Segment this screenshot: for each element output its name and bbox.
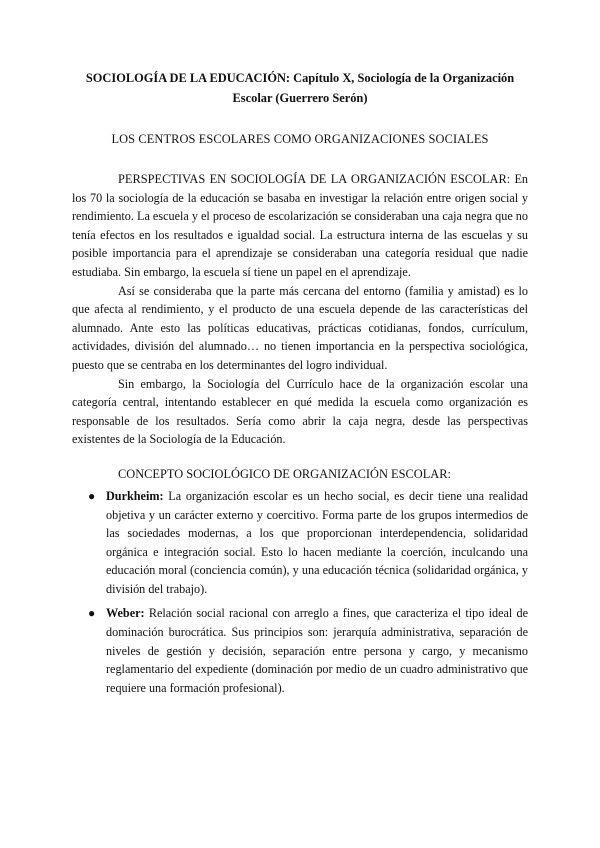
concept-list — [72, 487, 528, 698]
list-item-text — [106, 604, 528, 697]
perspectives-paragraph-1-text: En los 70 la sociología de la educación se basaba en investigar la relación entre origen social y rendimiento. La escuela y el proceso de escolarización se consideraban una caja negra que no tenía efectos en los resultados e igualdad social. La estructura interna de las escuelas y su posible importancia para el aprendizaje se consideraban una categoría residual que nadie estudiaba. Sin embargo, la escuela sí tiene un papel en el aprendizaje. — [72, 172, 529, 279]
perspectives-paragraph-3: Sin embargo, la Sociología del Currículo hace de la organización escolar una categoría central, intentando establecer en qué medida la escuela como organización es responsable de los resultados. Sería como abrir la caja negra, desde las perspectivas existentes de la Sociología de la Educación. — [72, 376, 528, 447]
perspectives-paragraph-2: Así se consideraba que la parte más cercana del entorno (familia y amistad) es lo que afecta al rendimiento, y el producto de una escuela depende de las características del alumnado. Ante esto las políticas educativas, prácticas cotidianas, fondos, currículum, actividades, división del alumnado… no tienen importancia en la perspectiva sociológica, puesto que se centraba en los determinantes del logro individual. — [72, 283, 528, 372]
list-item-weber — [72, 604, 528, 697]
bullet-icon: ● — [88, 488, 96, 503]
list-item-text — [106, 487, 528, 599]
list-item-durkheim — [72, 487, 528, 599]
document-subtitle: LOS CENTROS ESCOLARES COMO ORGANIZACIONES SOCIALES — [111, 132, 489, 146]
section-gap — [72, 449, 528, 465]
list-item-label: Durkheim: — [106, 488, 164, 503]
perspectives-heading: PERSPECTIVAS EN SOCIOLOGÍA DE LA ORGANIZACIÓN ESCOLAR: — [118, 172, 511, 186]
concept-heading: CONCEPTO SOCIOLÓGICO DE ORGANIZACIÓN ESCOLAR: — [118, 466, 451, 481]
document-title: SOCIOLOGÍA DE LA EDUCACIÓN: Capítulo X, Sociología de la Organización Escolar (Guerrero Serón) — [85, 71, 515, 105]
list-item-body: La organización escolar es un hecho social, es decir tiene una realidad objetiva y un carácter externo y coercitivo. Forma parte de los grupos intermedios de las sociedades modernas, a los que proporcionan interdependencia, solidaridad orgánica e integración social. Esto lo hacen mediante la coerción, inculcando una educación moral (conciencia común), y una educación técnica (solidaridad orgánica, y división del trabajo). — [106, 488, 528, 596]
perspectives-paragraph-1 — [72, 170, 528, 282]
list-item-body: Relación social racional con arreglo a fines, que caracteriza el tipo ideal de dominación burocrática. Sus principios son: jerarquía administrativa, separación de niveles de gestión y decisión, separación entre persona y cargo, y mecanismo reglamentario del expediente (dominación por medio de un cuadro administrativo que requiere una formación profesional). — [106, 606, 528, 695]
bullet-icon: ● — [88, 606, 96, 621]
list-item-label: Weber: — [106, 606, 145, 621]
